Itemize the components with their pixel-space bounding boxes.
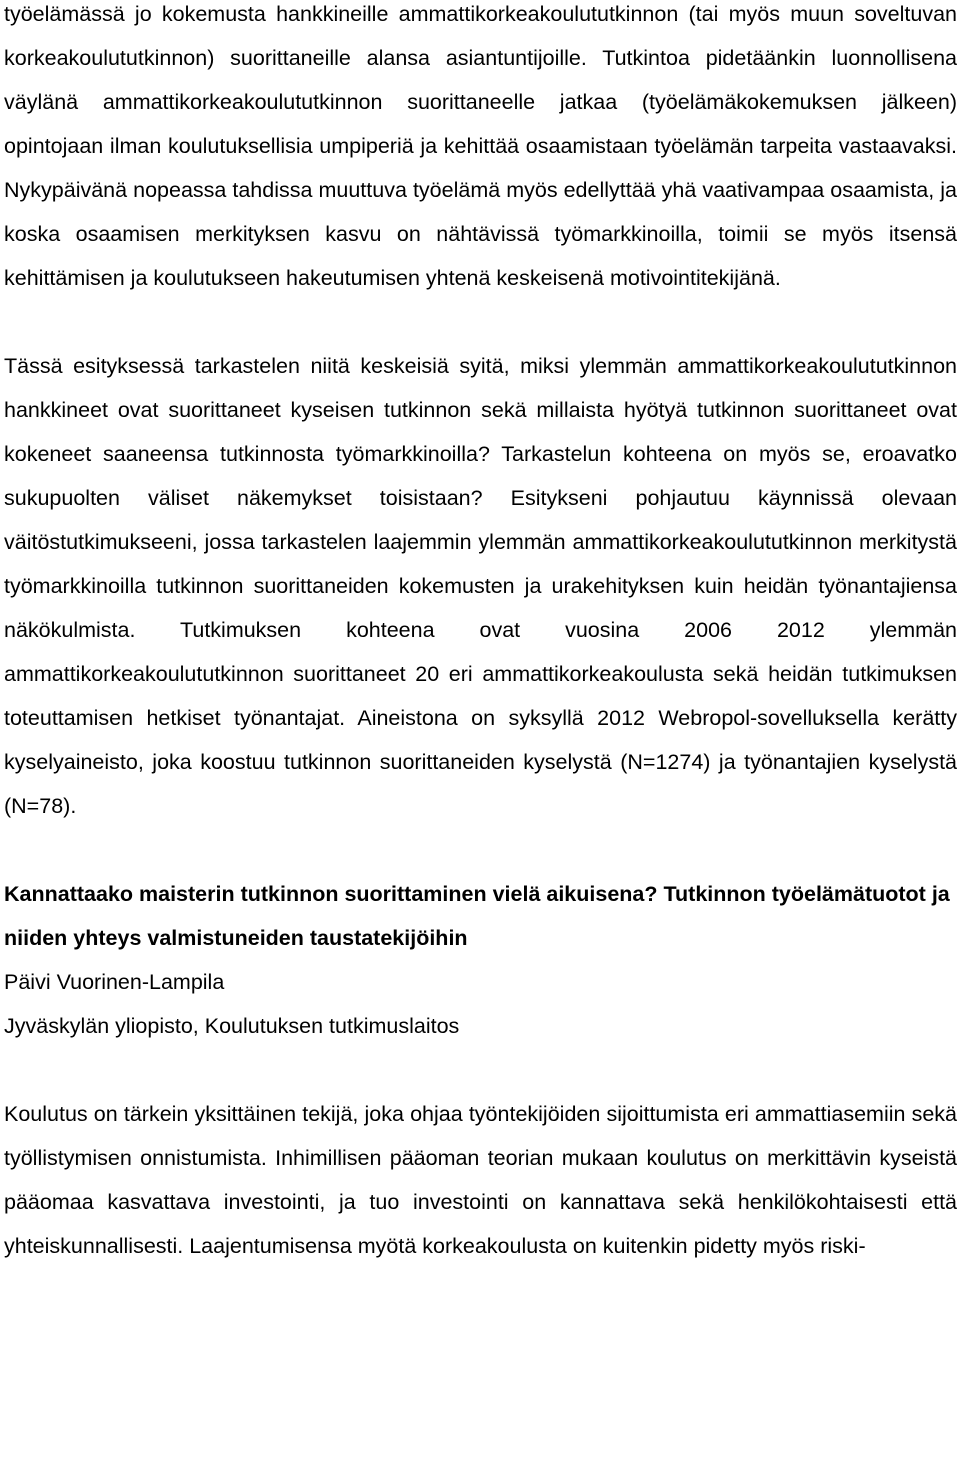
document-page	[4, 0, 957, 1268]
abstract-title: Kannattaako maisterin tutkinnon suorittaminen vielä aikuisena? Tutkinnon työelämätuotot ja niiden yhteys valmistuneiden taustatekijöihin	[4, 882, 950, 950]
abstract-header	[4, 872, 957, 1048]
author-affiliation: Jyväskylän yliopisto, Koulutuksen tutkimuslaitos	[4, 1014, 460, 1038]
body-paragraph-2: Tässä esityksessä tarkastelen niitä keskeisiä syitä, miksi ylemmän ammattikorkeakoulututkinnon hankkineet ovat suorittaneet kyseisen tutkinnon sekä millaista hyötyä tutkinnon suorittaneet ovat kokeneet saaneensa tutkinnosta työmarkkinoilla? Tarkastelun kohteena on myös se, eroavatko sukupuolten väliset näkemykset toisistaan? Esitykseni pohjautuu käynnissä olevaan väitöstutkimukseeni, jossa tarkastelen laajemmin ylemmän ammattikorkeakoulututkinnon merkitystä työmarkkinoilla tutkinnon suorittaneiden kokemusten ja urakehityksen kuin heidän työnantajiensa näkökulmista. Tutkimuksen kohteena ovat vuosina 2006 2012 ylemmän ammattikorkeakoulututkinnon suorittaneet 20 eri ammattikorkeakoulusta sekä heidän tutkimuksen toteuttamisen hetkiset työnantajat. Aineistona on syksyllä 2012 Webropol-sovelluksella kerätty kyselyaineisto, joka koostuu tutkinnon suorittaneiden kyselystä (N=1274) ja työnantajien kyselystä (N=78).	[4, 354, 957, 818]
body-paragraph-1: työelämässä jo kokemusta hankkineille ammattikorkeakoulututkinnon (tai myös muun soveltuvan korkeakoulututkinnon) suorittaneille alansa asiantuntijoille. Tutkintoa pidetäänkin luonnollisena väylänä ammattikorkeakoulututkinnon suorittaneelle jatkaa (työelämäkokemuksen jälkeen) opintojaan ilman koulutuksellisia umpiperiä ja kehittää osaamistaan työelämän tarpeita vastaavaksi. Nykypäivänä nopeassa tahdissa muuttuva työelämä myös edellyttää yhä vaativampaa osaamista, ja koska osaamisen merkityksen kasvu on nähtävissä työmarkkinoilla, toimii se myös itsensä kehittämisen ja koulutukseen hakeutumisen yhtenä keskeisenä motivointitekijänä.	[4, 2, 957, 290]
body-paragraph-3: Koulutus on tärkein yksittäinen tekijä, joka ohjaa työntekijöiden sijoittumista eri ammattiasemiin sekä työllistymisen onnistumista. Inhimillisen pääoman teorian mukaan koulutus on merkittävin kyseistä pääomaa kasvattava investointi, ja tuo investointi on kannattava sekä henkilökohtaisesti että yhteiskunnallisesti. Laajentumisensa myötä korkeakoulusta on kuitenkin pidetty myös riski-	[4, 1102, 957, 1258]
author-name: Päivi Vuorinen-Lampila	[4, 970, 225, 994]
